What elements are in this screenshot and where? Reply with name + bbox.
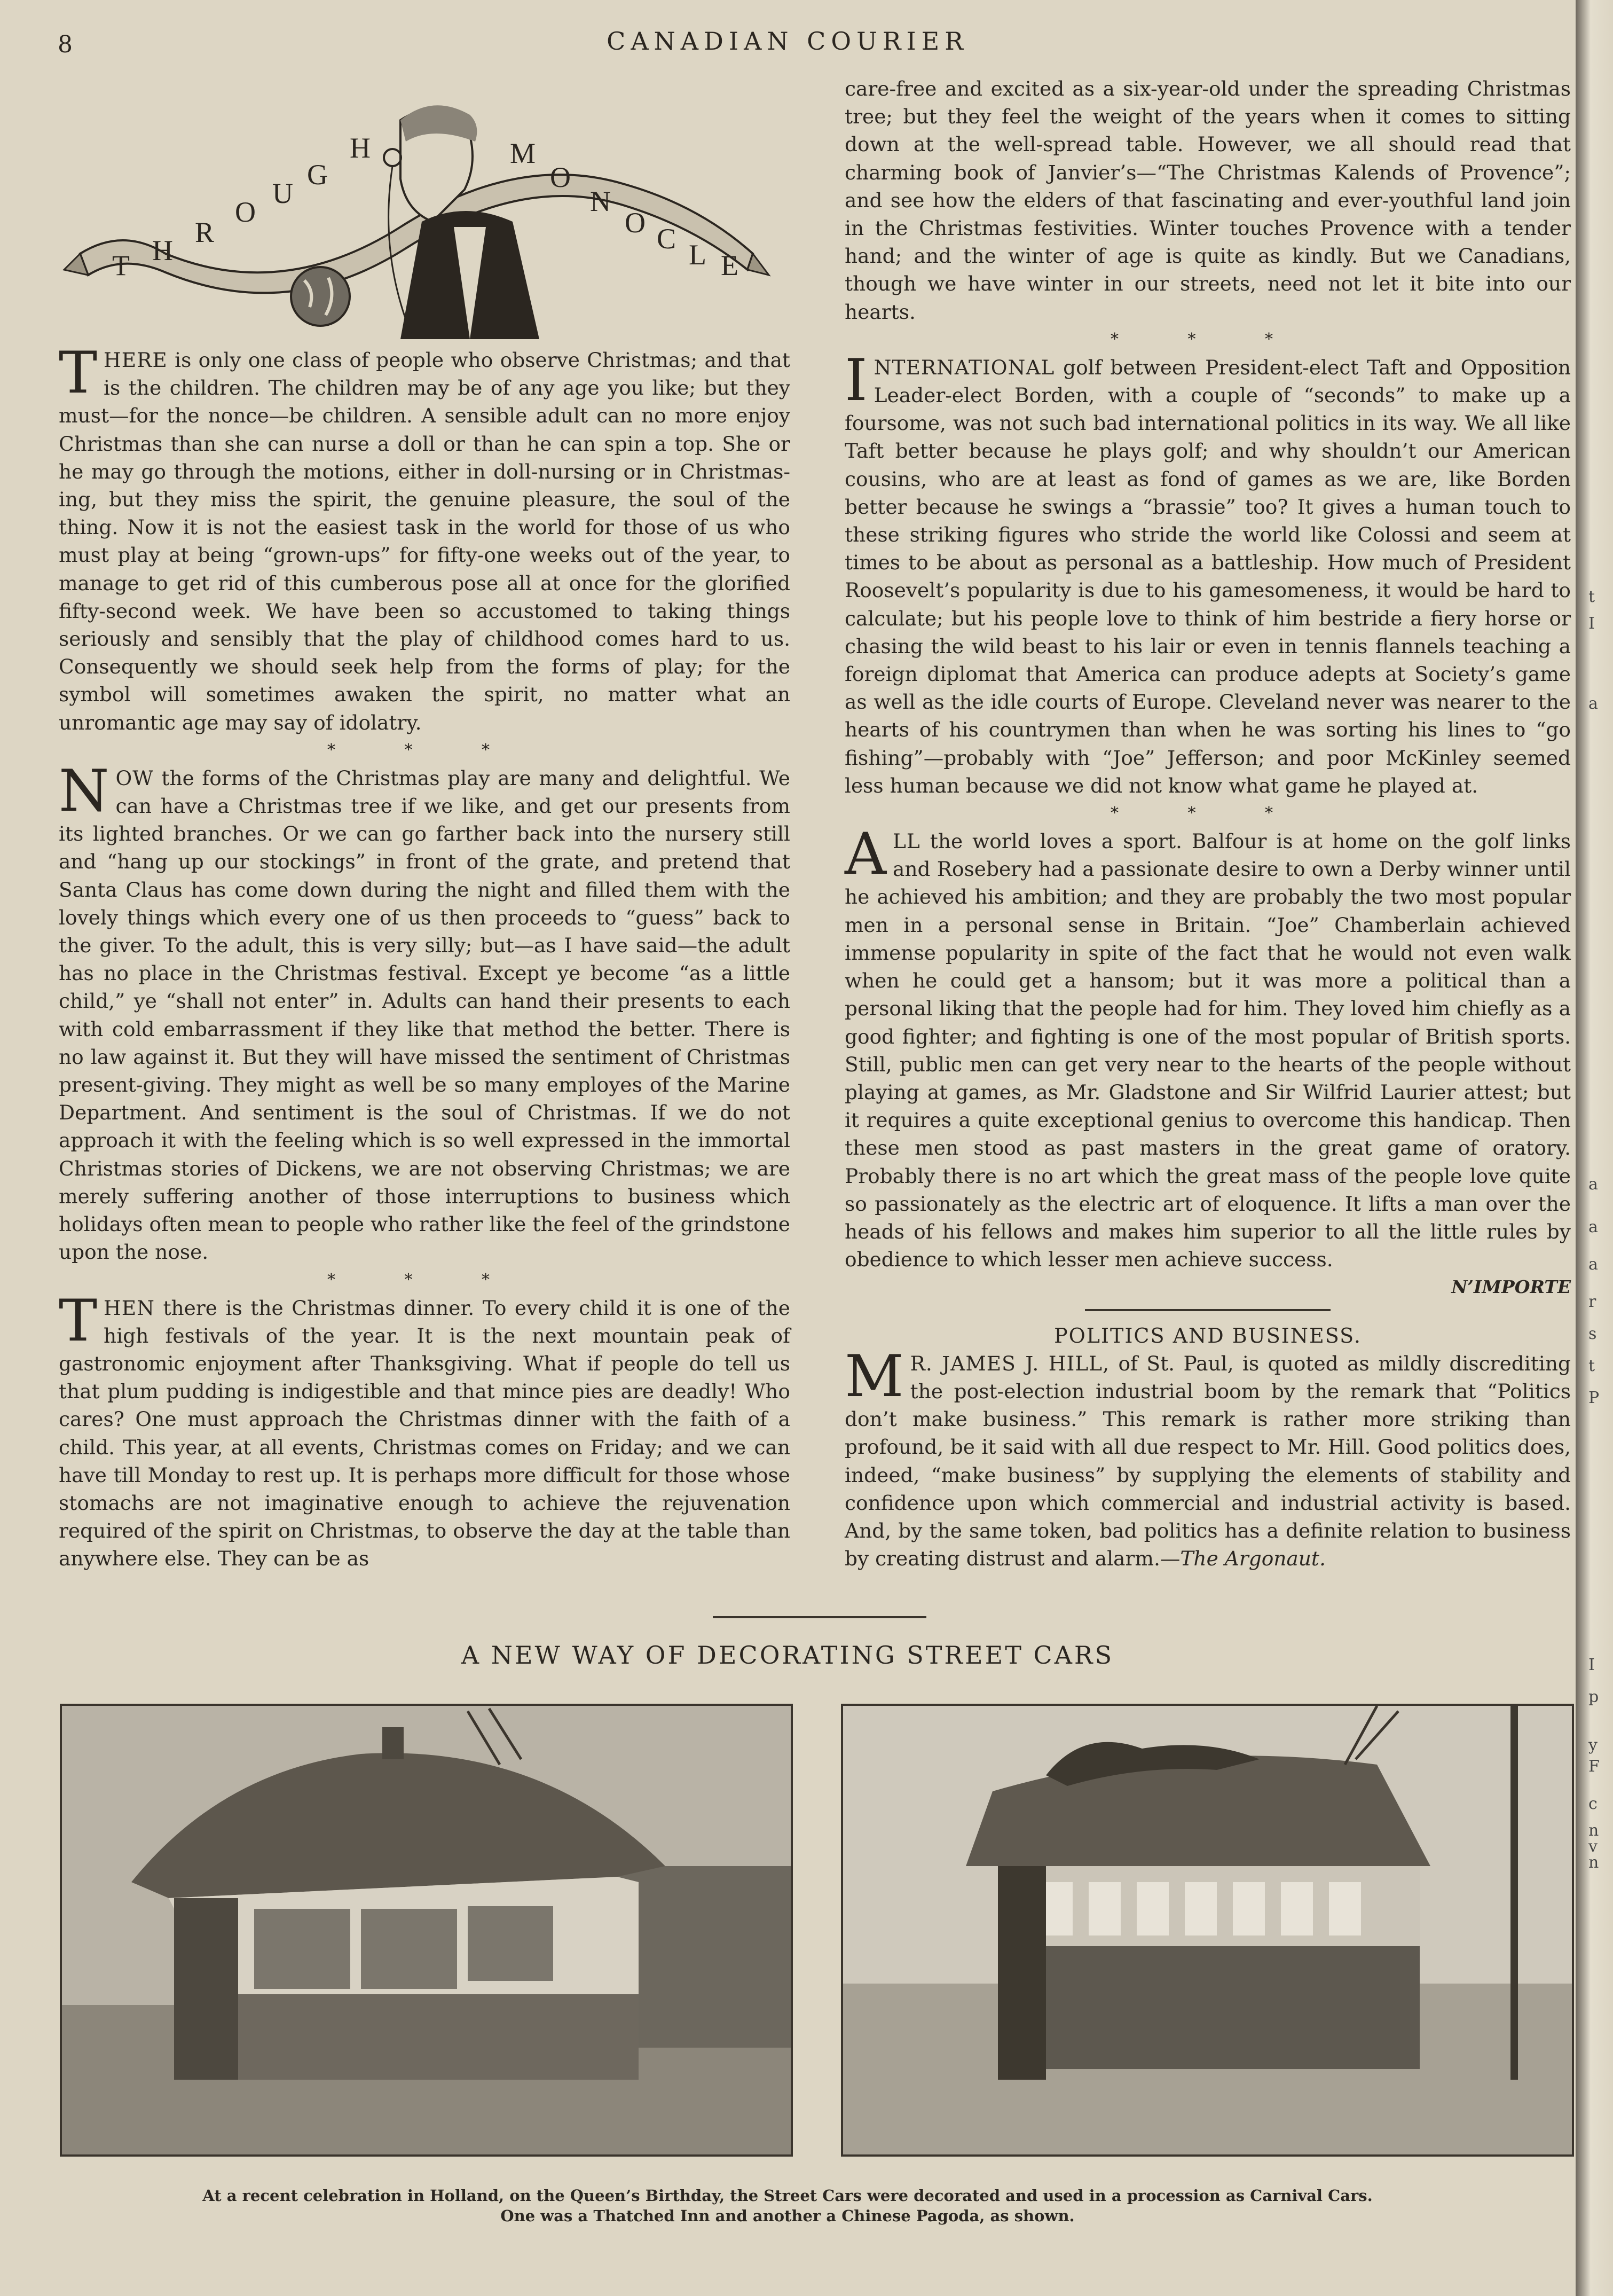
svg-text:O: O	[550, 161, 571, 193]
banner-letter: T	[112, 249, 130, 281]
svg-text:E: E	[721, 249, 738, 281]
page-number: 8	[58, 31, 73, 58]
paragraph-christmas-children: THERE is only one class of people who observe Christmas; and that is the children. The children may be of any age you like; but they must—for the nonce—be children. A sensible adult can no more enjoy Christmas than she can nurse a doll or than he can spin a top. She or he may go through the motions, either in doll-nursing or in Christmas-ing, but they miss the spirit, the genuine pleasure, the soul of the thing. Now it is not the easiest task in the world for those of us who must play at being “grown-ups” for fifty-one weeks out of the year, to manage to get rid of this cumberous pose all at once for the glorified fifty-second week. We have been so accustomed to taking things seriously and sensibly that the play of childhood comes hard to us. Consequently we should seek help from the forms of play; for the symbol will sometimes awaken the spirit, no matter what an unromantic age may say of idolatry.	[59, 340, 790, 734]
svg-text:O: O	[625, 207, 646, 239]
svg-text:C: C	[657, 223, 676, 255]
left-column	[59, 340, 790, 1573]
svg-text:M: M	[510, 137, 536, 169]
svg-text:R: R	[195, 216, 215, 248]
photo-chinese-pagoda-streetcar	[841, 1704, 1574, 2157]
svg-text:N: N	[590, 185, 611, 217]
section-divider: * * *	[327, 1270, 522, 1289]
paragraph-christmas-dinner: THEN there is the Christmas dinner. To every child it is one of the high festivals of the year. It is the next mountain peak of gastronomic enjoyment after Thanksgiving. What if people do tell us that plum pudding is indigestible and that mince pies are deadly! Who cares? One must approach the Christmas dinner with the faith of a child. This year, at all events, Christmas comes on Friday; and we can have till Monday to rest up. It is perhaps more difficult for those whose stomachs are not imaginative enough to achieve the rejuvenation required of the spirit on Christmas, to observe the day at the table than anywhere else. They can be as	[59, 1287, 790, 1571]
section-divider: * * *	[1110, 330, 1305, 349]
right-column	[845, 75, 1571, 1572]
monocle-banner-illustration	[59, 93, 774, 339]
svg-text:G: G	[307, 159, 328, 191]
paragraph-politics-business: M R. JAMES J. HILL, of St. Paul, is quoted as mildly discrediting the post-election industrial boom by the remark that “Politics don’t make business.” This remark is rather more striking than profound, be it said with all due respect to Mr. Hill. Good politics does, indeed, “make business” by supplying the elements of stability and confidence upon which commercial and industrial activity is based. And, by the same token, bad politics has a definite relation to business by creating distrust and alarm.—The Argonaut.	[845, 1343, 1571, 1571]
paragraph-christmas-play: NOW the forms of the Christmas play are many and delightful. We can have a Christmas tree if we like, and get our presents from its lighted branches. Or we can go farther back into the nursery still and “hang up our stockings” in front of the grate, and pretend that Santa Claus has come down during the night and filled them with the lovely things which every one of us then proceeds to “guess” back to the giver. To the adult, this is very silly; but—as I have said—the adult has no place in the Christmas festival. Except ye become “as a little child,” ye “shall not enter” in. Adults can hand their presents to each with cold embarrassment if they like that method the better. There is no law against it. But they will have missed the sentiment of Christmas present-giving. They might as well be so many employes of the Marine Department. And sentiment is the soul of Christmas. If we do not approach it with the feeling which is so well expressed in the immortal Christmas stories of Dickens, we are not observing Christmas; we are merely suffering another of those interruptions to business which holidays often mean to people who rather like the feel of the grindstone upon the nose.	[59, 757, 790, 1264]
paragraph-continued: care-free and excited as a six-year-old under the spreading Christmas tree; but they feel the weight of the years when it comes to sitting down at the well-spread table. However, we all should read that charming book of Janvier’s—“The Christmas Kalends of Provence”; and see how the elders of that fascinating and ever-youthful land join in the Christmas festivities. Winter touches Provence with a tender hand; and the winter of age is quite as kindly. But we Canadians, though we have winter in our streets, need not let it bite into our hearts.	[845, 77, 1571, 324]
feature-caption	[80, 2185, 1495, 2226]
running-head: CANADIAN COURIER	[607, 27, 969, 56]
photo-thatched-inn-streetcar	[60, 1704, 793, 2157]
svg-text:O: O	[235, 196, 256, 228]
feature-title: A NEW WAY OF DECORATING STREET CARS	[461, 1641, 1114, 1670]
caption-line-2: One was a Thatched Inn and another a Chinese Pagoda, as shown.	[500, 2207, 1075, 2225]
svg-text:H: H	[350, 132, 371, 164]
svg-text:H: H	[152, 234, 173, 267]
svg-text:U: U	[272, 177, 293, 209]
section-heading-politics: POLITICS AND BUSINESS.	[1054, 1323, 1362, 1347]
adjacent-page-edge: t I a a a a r s t P I p y F c n v n	[1576, 0, 1613, 2296]
section-divider: * * *	[327, 740, 522, 759]
signature: N’IMPORTE	[1451, 1276, 1571, 1298]
feature-rule	[713, 1616, 926, 1618]
svg-text:L: L	[689, 239, 706, 271]
section-divider: * * *	[1110, 804, 1305, 823]
caption-line-1: At a recent celebration in Holland, on the Queen’s Birthday, the Street Cars were decorated and used in a procession as Carnival Cars.	[202, 2187, 1373, 2205]
column-rule	[1085, 1309, 1331, 1311]
paragraph-international-golf: INTERNATIONAL golf between President-elect Taft and Opposition Leader-elect Borden, with a couple of “seconds” to make up a foursome, was not such bad international politics in its way. We all like Taft better because he plays golf; and why shouldn’t our American cousins, who are at least as fond of games as we are, like Borden better because he swings a “brassie” too? It gives a human touch to these striking figures who stride the world like Colossi and seem at times to be about as personal as a battleship. How much of President Roosevelt’s popularity is due to his gamesomeness, it would be hard to calculate; but his people love to think of him bestride a fiery horse or chasing the wild beast to his lair or even in tennis flannels teaching a foreign diplomat that America can produce adepts at Society’s game as well as the idle courts of Europe. Cleveland never was nearer to the hearts of his countrymen than when he was sorting his lines to “go fishing”—probably with “Joe” Jefferson; and poor McKinley seemed less human because we did not know what game he played at.	[845, 347, 1571, 797]
paragraph-world-loves-sport: ALL the world loves a sport. Balfour is at home on the golf links and Rosebery had a passionate desire to own a Derby winner until he achieved his ambition; and they are probably the two most popular men in a personal sense in Britain. “Joe” Chamberlain achieved immense popularity in spite of the fact that he would not even walk when he could get a hansom; but it was more a political than a personal liking that the people had for him. They loved him chiefly as a good fighter; and fighting is one of the most popular of British sports. Still, public men can get very near to the hearts of the people without playing at games, as Mr. Gladstone and Sir Wilfrid Laurier attest; but it requires a quite exceptional genius to overcome this handicap. Then these men stood as past masters in the great game of oratory. Probably there is no art which the great mass of the people love quite so passionately as the electric art of eloquence. It lifts a man over the heads of his fellows and makes him superior to all the little rules by obedience to which lesser men achieve success.	[845, 821, 1571, 1272]
